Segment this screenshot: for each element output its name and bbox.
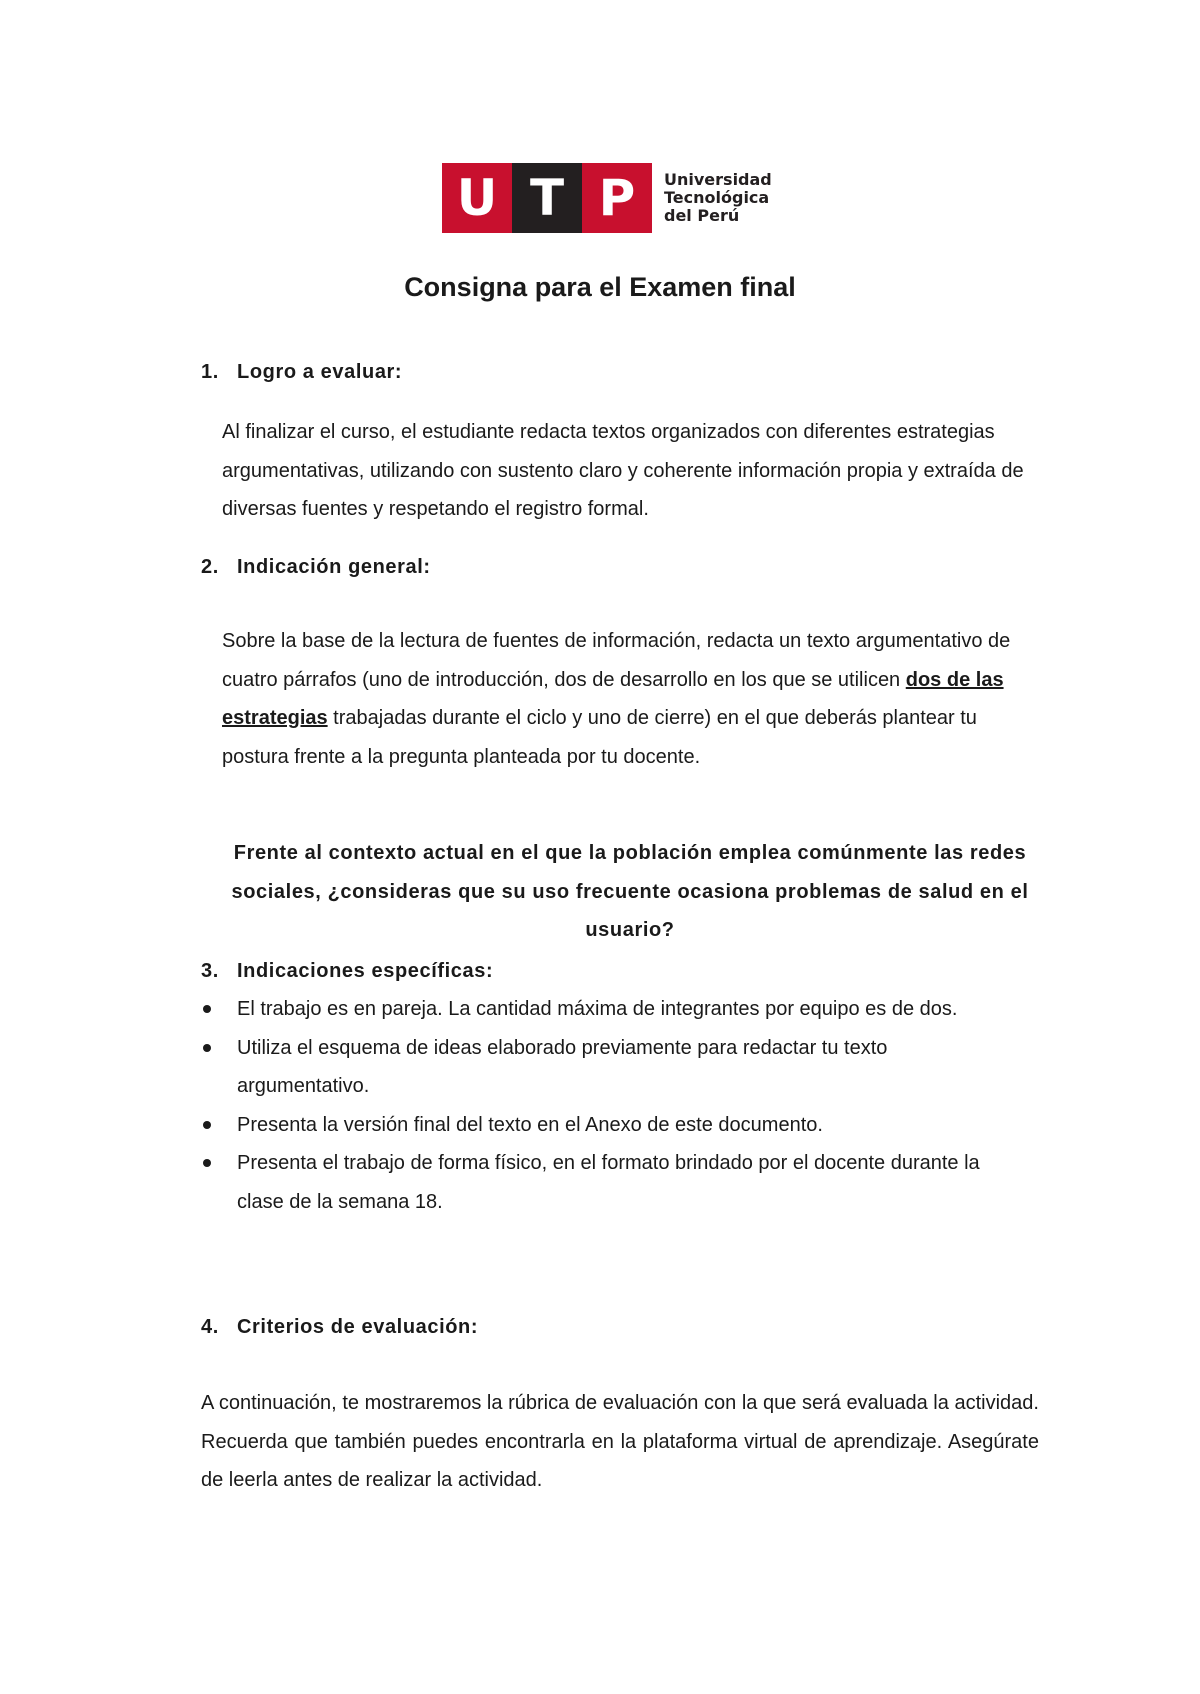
bullet-icon [203, 1159, 211, 1167]
logo-name-line-1: Universidad [664, 170, 772, 189]
section-1-paragraph: Al finalizar el curso, el estudiante redacta textos organizados con diferentes estrategias argumentativas, utilizando con sustento claro y coherente información propia y extraída de diversas fuentes y respetando el registro formal. [222, 421, 1024, 520]
list-item [201, 1144, 1021, 1221]
section-3-title: Indicaciones específicas: [237, 960, 494, 982]
section-1-heading [201, 361, 402, 384]
list-item-text: Utiliza el esquema de ideas elaborado previamente para redactar tu texto argumentativo. [237, 1036, 888, 1097]
logo-letter-u: U [442, 163, 512, 233]
section-4-number: 4. [201, 1316, 219, 1338]
section-2-number: 2. [201, 556, 219, 578]
section-3-heading [201, 960, 493, 983]
section-4-paragraph: A continuación, te mostraremos la rúbrica de evaluación con la que será evaluada la actividad. Recuerda que también puedes encontrarla en la plataforma virtual de aprendizaje. Asegúrate de leerla antes de realizar la actividad. [201, 1392, 1039, 1491]
bullet-icon [203, 1044, 211, 1052]
bullet-icon [203, 1005, 211, 1013]
specific-instructions-list [201, 990, 1021, 1221]
logo-letter-p: P [582, 163, 652, 233]
section-2-text-after: trabajadas durante el ciclo y uno de cierre) en el que deberás plantear tu postura frente a la pregunta planteada por tu docente. [222, 707, 977, 768]
list-item [201, 1106, 1021, 1145]
section-2-emphasis: dos de las estrategias [222, 668, 1004, 729]
section-4-heading [201, 1316, 478, 1339]
section-2-paragraph [222, 622, 1042, 776]
section-1-title: Logro a evaluar: [237, 361, 403, 383]
section-2-text-before: Sobre la base de la lectura de fuentes de información, redacta un texto argumentativo de cuatro párrafos (uno de introducción, dos de desarrollo en los que se utilicen [222, 630, 1011, 691]
bullet-icon [203, 1121, 211, 1129]
logo-university-name [664, 171, 772, 225]
debate-question: Frente al contexto actual en el que la población emplea comúnmente las redes sociales, ¿consideras que su uso frecuente ocasiona problemas de salud en el usuario? [231, 842, 1029, 941]
section-2-title: Indicación general: [237, 556, 431, 578]
utp-logo [442, 163, 772, 233]
section-1-number: 1. [201, 361, 219, 383]
logo-letter-t: T [512, 163, 582, 233]
logo-name-line-3: del Perú [664, 206, 740, 225]
list-item-text: Presenta el trabajo de forma físico, en el formato brindado por el docente durante la clase de la semana 18. [237, 1152, 980, 1213]
section-4-title: Criterios de evaluación: [237, 1316, 479, 1338]
list-item-text: Presenta la versión final del texto en el Anexo de este documento. [237, 1113, 823, 1136]
list-item [201, 1029, 1021, 1106]
section-2-heading [201, 556, 431, 579]
section-3-number: 3. [201, 960, 219, 982]
logo-name-line-2: Tecnológica [664, 188, 770, 207]
list-item-text: El trabajo es en pareja. La cantidad máxima de integrantes por equipo es de dos. [237, 998, 958, 1020]
list-item [201, 990, 1021, 1029]
document-title: Consigna para el Examen final [404, 272, 796, 302]
